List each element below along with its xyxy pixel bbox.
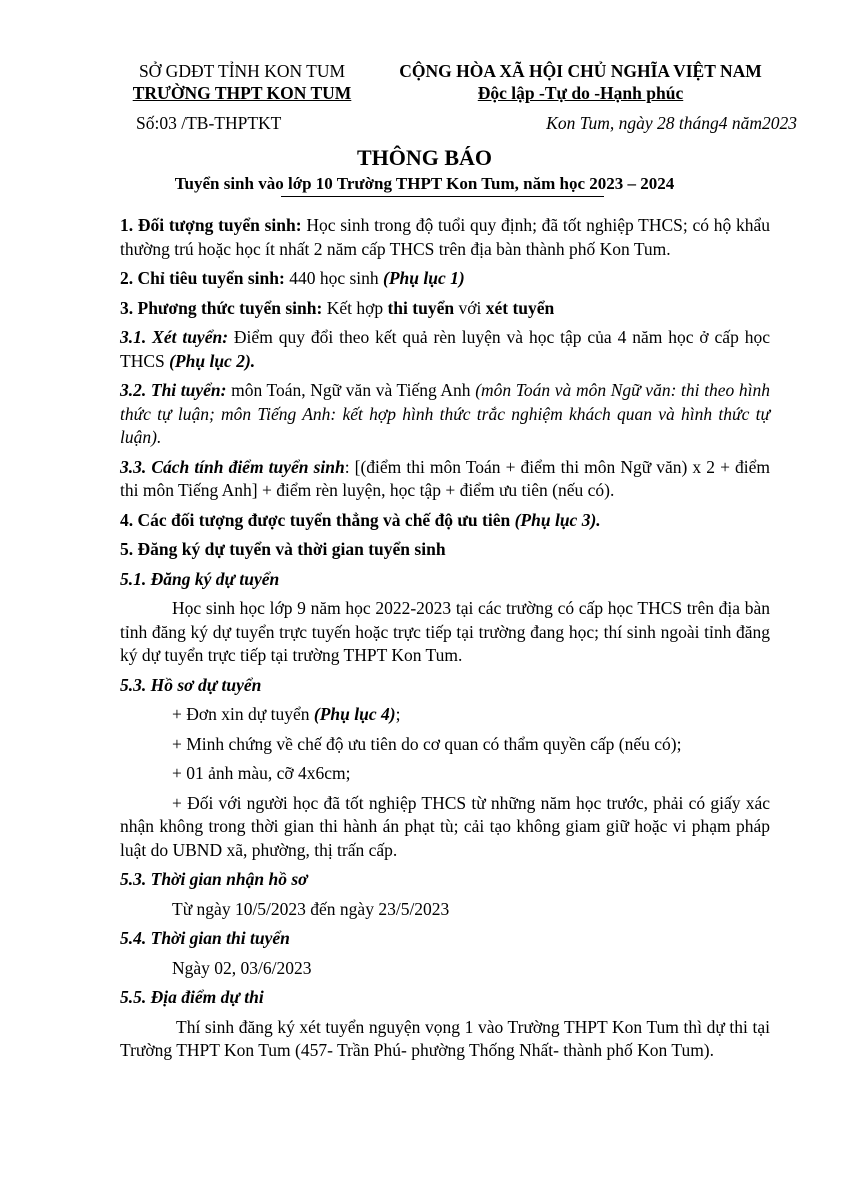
documents-item-4: + Đối với người học đã tốt nghiệp THCS từ những năm học trước, phải có giấy xác nhận không trong thời gian thi hành án phạt tù; cải tạo không giam giữ hoặc vi phạm pháp luật do UBND xã, phường, thị trấn cấp. — [120, 792, 770, 860]
section-3-text-a: Kết hợp — [322, 297, 388, 318]
section-3-2-label: 3.2. Thi tuyển: — [120, 380, 227, 400]
section-4-ref: (Phụ lục 3). — [514, 509, 601, 530]
section-3-2 — [120, 379, 770, 450]
documents-item-3: + 01 ảnh màu, cỡ 4x6cm; — [172, 763, 351, 783]
section-5-5-heading: 5.5. Địa điểm dự thi — [120, 987, 264, 1007]
section-3-label: 3. Phương thức tuyển sinh: — [120, 297, 323, 318]
section-1-text: Học sinh trong độ tuổi quy định; đã tốt nghiệp THCS; có hộ khẩu thường trú hoặc học ít nhất 2 năm cấp THCS trên địa bàn thành phố Kon Tum. — [120, 215, 771, 259]
school-name: TRƯỜNG THPT KON TUM — [132, 83, 352, 103]
documents-item-1-ref: (Phụ lục 4) — [313, 704, 396, 724]
section-3-1 — [120, 326, 770, 373]
title-underline — [281, 196, 604, 197]
section-4 — [120, 509, 770, 533]
section-3-1-label: 3.1. Xét tuyển: — [120, 327, 229, 347]
documents-item-1-text: + Đơn xin dự tuyển — [172, 704, 314, 724]
section-3-bold-a: thi tuyển — [387, 297, 455, 318]
section-2 — [120, 267, 770, 291]
section-3-3-label: 3.3. Cách tính điểm tuyển sinh — [120, 456, 345, 477]
section-2-label: 2. Chỉ tiêu tuyển sinh: — [120, 268, 285, 288]
section-3-text-b: với — [454, 297, 486, 318]
section-5-3-documents-heading: 5.3. Hồ sơ dự tuyển — [120, 674, 262, 695]
section-5-4-heading: 5.4. Thời gian thi tuyển — [120, 928, 290, 948]
section-3-2-note: (môn Toán và môn Ngữ văn: thi theo hình thức tự luận; môn Tiếng Anh: kết hợp hình thức trắc nghiệm khách quan và hình thức tự luận). — [120, 380, 771, 447]
section-3-3 — [120, 456, 770, 503]
country-name: CỘNG HÒA XÃ HỘI CHỦ NGHĨA VIỆT NAM — [399, 61, 762, 81]
department-name: SỞ GDĐT TỈNH KON TUM — [138, 61, 346, 81]
section-2-ref: (Phụ lục 1) — [383, 268, 465, 288]
section-3-3-text: : [(điểm thi môn Toán + điểm thi môn Ngữ văn) x 2 + điểm thi môn Tiếng Anh] + điểm rèn luyện, học tập + điểm ưu tiên (nếu có). — [120, 456, 770, 500]
national-header — [388, 60, 773, 104]
national-motto: Độc lập -Tự do -Hạnh phúc — [477, 83, 684, 103]
section-5-3-time-heading: 5.3. Thời gian nhận hồ sơ — [120, 869, 308, 889]
documents-item-1 — [120, 703, 770, 727]
section-4-label: 4. Các đối tượng được tuyển thẳng và chế độ ưu tiên — [120, 509, 515, 530]
section-5-1-heading: 5.1. Đăng ký dự tuyển — [120, 568, 280, 589]
section-5-4-text: Ngày 02, 03/6/2023 — [172, 957, 312, 978]
section-5-1-text: Học sinh học lớp 9 năm học 2022-2023 tại các trường có cấp học THCS trên địa bàn tỉnh đăng ký dự tuyển trực tuyến hoặc trực tiếp tại trường đang học; thí sinh ngoài tỉnh đăng ký dự tuyển trực tiếp tại trường THPT Kon Tum. — [120, 598, 770, 665]
section-3-1-text: Điểm quy đổi theo kết quả rèn luyện và học tập của 4 năm học ở cấp học THCS — [120, 327, 770, 371]
document-subtitle: Tuyển sinh vào lớp 10 Trường THPT Kon Tum, năm học 2023 – 2024 — [174, 174, 675, 193]
section-1-label: 1. Đối tượng tuyển sinh: — [120, 215, 302, 235]
section-5-3-time-text: Từ ngày 10/5/2023 đến ngày 23/5/2023 — [172, 898, 450, 919]
document-body — [120, 214, 770, 1069]
issuer-block — [96, 60, 388, 104]
section-1 — [120, 214, 770, 261]
section-3-2-text: môn Toán, Ngữ văn và Tiếng Anh — [226, 380, 476, 400]
section-3-bold-b: xét tuyển — [485, 297, 555, 318]
section-3-1-ref: (Phụ lục 2). — [169, 350, 256, 371]
section-5-heading: 5. Đăng ký dự tuyển và thời gian tuyển sinh — [120, 539, 446, 559]
section-3 — [120, 297, 770, 321]
document-date: Kon Tum, ngày 28 tháng4 năm2023 — [546, 113, 797, 133]
section-5-5-text: Thí sinh đăng ký xét tuyển nguyện vọng 1 vào Trường THPT Kon Tum thì dự thi tại Trường THPT Kon Tum (457- Trần Phú- phường Thống Nhất- thành phố Kon Tum). — [120, 1016, 770, 1060]
section-2-text: 440 học sinh — [284, 268, 384, 288]
documents-item-1-end: ; — [395, 704, 401, 724]
document-title: THÔNG BÁO — [356, 145, 493, 170]
document-number: Số:03 /TB-THPTKT — [136, 113, 282, 133]
documents-item-2: + Minh chứng về chế độ ưu tiên do cơ quan có thẩm quyền cấp (nếu có); — [172, 733, 682, 754]
